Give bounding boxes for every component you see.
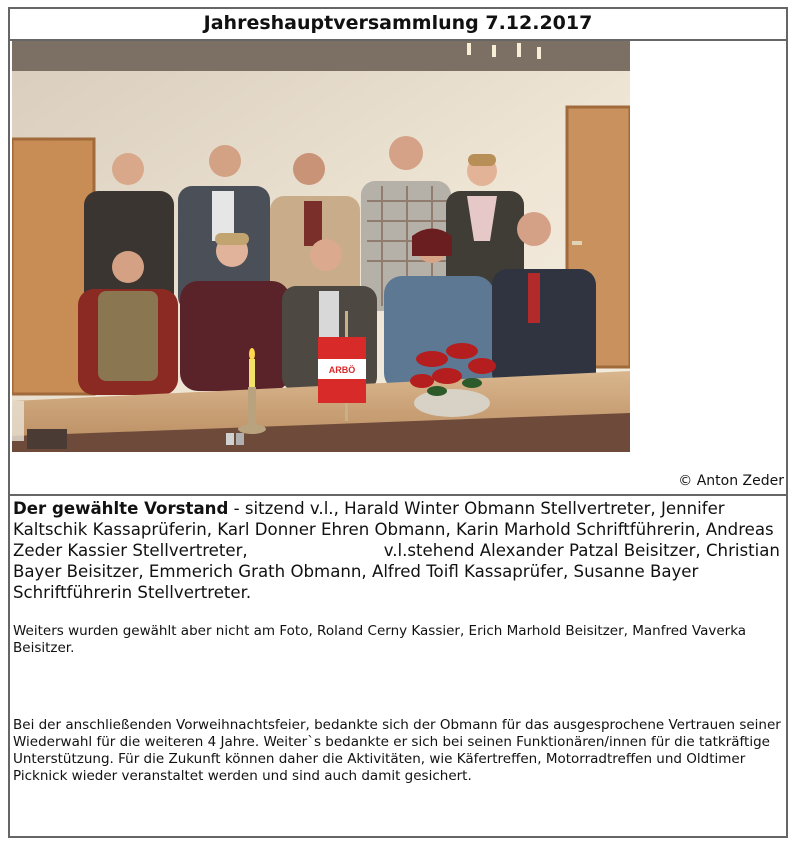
board-caption [13,498,783,603]
caption-standing: v.l.stehend Alexander Patzal Beisitzer, Christian Bayer Beisitzer, Emmerich Grath Obmann, Alfred Toifl Kassaprüfer, Susanne Bayer Schriftführerin Stellvertreter. [13,541,780,602]
caption-seated: - sitzend v.l., Harald Winter Obmann Stellvertreter, Jennifer Kaltschik Kassaprüferin, Karl Donner Ehren Obmann, Karin Marhold Schriftführerin, Andreas Zeder Kassier Stellvertreter, [13,499,774,560]
photo-credit: © Anton Zeder [678,473,784,489]
caption-heading: Der gewählte Vorstand [13,499,229,518]
group-photo [12,41,630,452]
flag-label: ARBÖ [328,365,356,375]
paragraph-christmas-party: Bei der anschließenden Vorweihnachtsfeier, bedankte sich der Obmann für das ausgesprochene Vertrauen seiner Wiederwahl für die weiteren 4 Jahre. Weiter`s bedankte er sich bei seinen Funktionären/innen für die tatkräftige Unterstützung. Für die Zukunft können daher die Aktivitäten, wie Käfertreffen, Motorradtreffen und Oldtimer Picknick wieder veranstaltet werden und sind auch damit gesichert. [13,717,781,784]
text-cell [10,494,786,785]
article-frame [8,7,788,838]
page-title: Jahreshauptversammlung 7.12.2017 [10,9,786,41]
photo-cell [10,39,786,496]
paragraph-also-elected: Weiters wurden gewählt aber nicht am Foto, Roland Cerny Kassier, Erich Marhold Beisitzer, Manfred Vaverka Beisitzer. [13,623,747,656]
